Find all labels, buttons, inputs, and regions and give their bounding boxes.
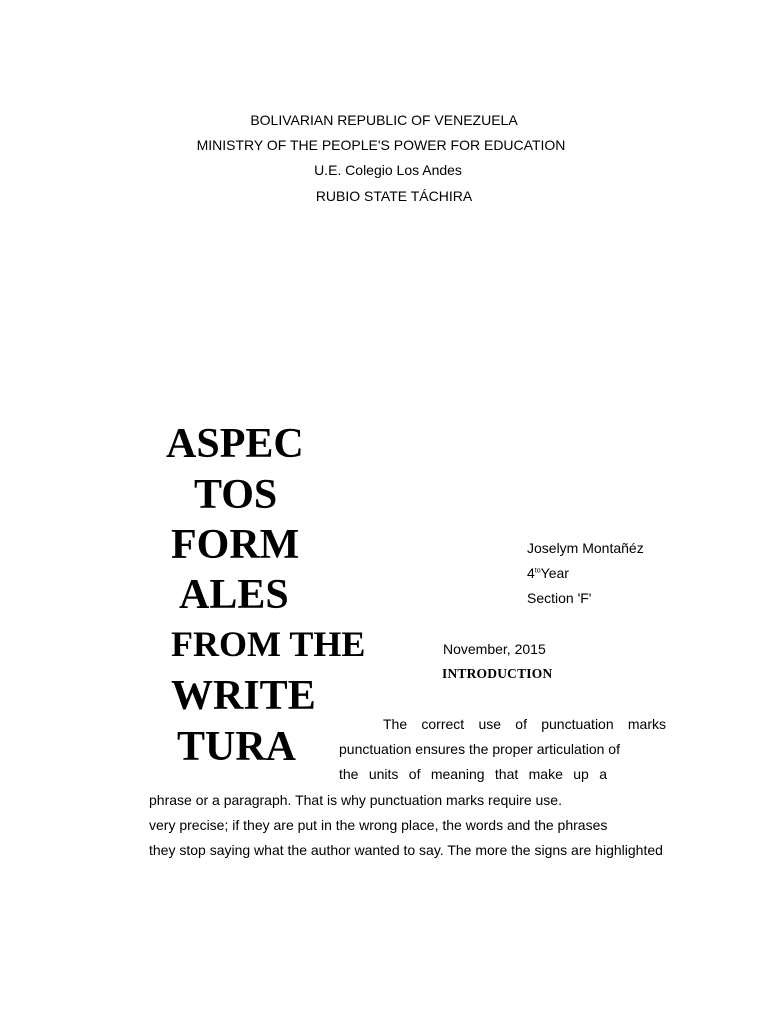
- author-year-label: Year: [540, 565, 569, 581]
- title-line-5: FROM THE: [171, 624, 366, 664]
- intro-line-5: very precise; if they are put in the wrong place, the words and the phrases: [149, 817, 608, 833]
- intro-line-4: phrase or a paragraph. That is why punctuation marks require use.: [149, 792, 562, 808]
- introduction-heading: INTRODUCTION: [442, 666, 553, 681]
- title-line-2: TOS: [194, 472, 278, 518]
- header-school: U.E. Colegio Los Andes: [314, 162, 462, 178]
- author-section: Section 'F': [527, 590, 592, 606]
- document-date: November, 2015: [443, 641, 546, 657]
- header-ministry: MINISTRY OF THE PEOPLE'S POWER FOR EDUCATION: [196, 137, 566, 153]
- intro-line-2: punctuation ensures the proper articulation of: [339, 741, 620, 757]
- title-line-3: FORM: [171, 522, 300, 568]
- intro-line-1: The correct use of punctuation marks: [383, 716, 666, 732]
- author-name: Joselym Montañéz: [527, 540, 644, 556]
- intro-line-3: the units of meaning that make up a: [339, 766, 607, 782]
- title-line-1: ASPEC: [166, 421, 304, 467]
- author-year-suffix: to: [534, 567, 541, 575]
- title-line-4: ALES: [179, 572, 289, 618]
- title-line-7: TURA: [177, 724, 297, 770]
- author-year: [527, 564, 569, 582]
- header-state: RUBIO STATE TÁCHIRA: [315, 188, 473, 204]
- intro-line-6: they stop saying what the author wanted to say. The more the signs are highlighted: [149, 842, 663, 858]
- author-year-number: 4: [527, 565, 535, 581]
- header-country: BOLIVARIAN REPUBLIC OF VENEZUELA: [250, 112, 518, 128]
- title-line-6: WRITE: [171, 673, 316, 719]
